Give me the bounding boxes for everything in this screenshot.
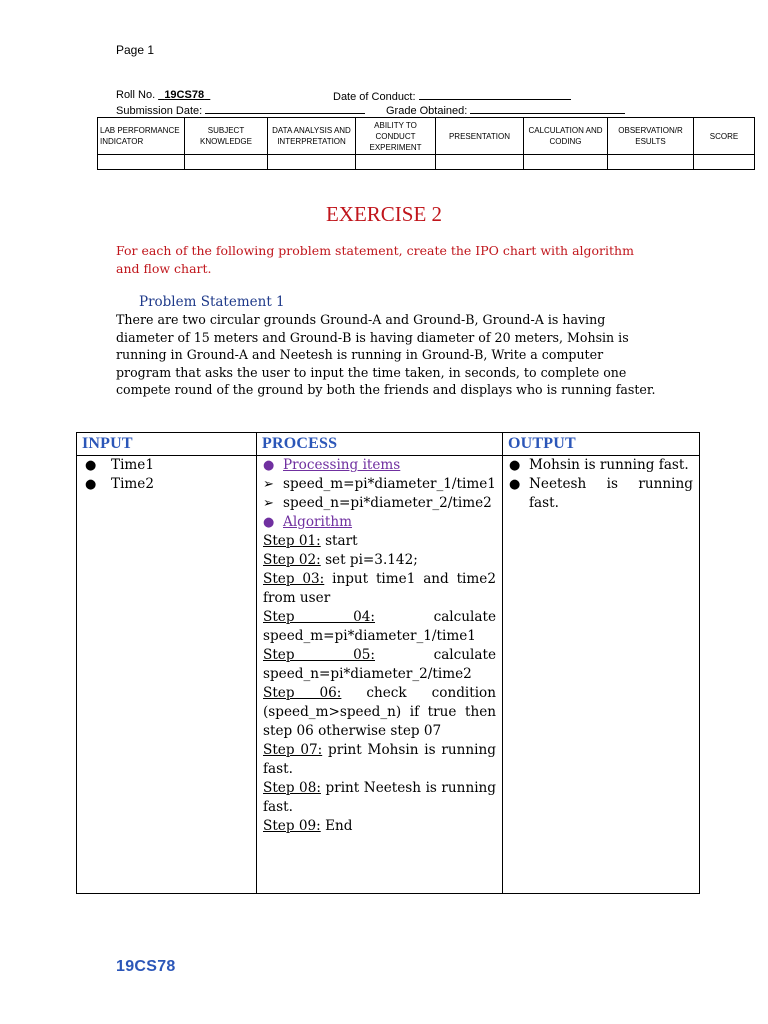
algorithm-step: Step 05: calculate speed_n=pi*diameter_2/time2 [263,647,496,682]
bullet-icon: ● [509,477,521,492]
rubric-header-cell: PRESENTATION [436,118,524,155]
algorithm-title-text: Algorithm [283,514,353,530]
input-item-text: Time2 [111,476,154,492]
algorithm-step: Step 09: End [263,818,353,834]
rubric-header-cell: OBSERVATION/R ESULTS [608,118,694,155]
ipo-output-cell [503,456,700,894]
rubric-header-cell: SCORE [694,118,755,155]
algorithm-title [263,513,496,532]
page-number: Page 1 [116,43,155,57]
submission-date-row [116,103,365,117]
output-list [509,456,693,513]
processing-title-text: Processing items [283,457,401,473]
rubric-score-cell [436,155,524,170]
ipo-process-cell [257,456,503,894]
arrowhead-icon: ➢ [263,477,274,492]
roll-value: _19CS78_ [158,89,211,101]
purple-bullet-icon: ● [263,515,275,530]
ipo-process-header: PROCESS [257,433,503,456]
rubric-score-cell [694,155,755,170]
footer-roll-number: 19CS78 [116,958,176,975]
purple-bullet-icon: ● [263,458,275,473]
grade-obtained-row [386,103,625,117]
problem-statement-body: There are two circular grounds Ground-A and Ground-B, Ground-A is having diameter of 15 meters and Ground-B is having diameter of 20 meters, Mohsin is running in Ground-A and Neetesh is running in Ground-B, Write a computer program that asks the user to input the time taken, in seconds, to complete one compete round of the ground by both the friends and displays who is running faster. [116,312,656,398]
exercise-title: EXERCISE 2 [325,202,443,226]
ipo-output-header: OUTPUT [503,433,700,456]
bullet-icon: ● [509,458,521,473]
processing-item-text: speed_n=pi*diameter_2/time2 [283,495,492,511]
submission-date-label: Submission Date: [116,105,203,117]
processing-item-text: speed_m=pi*diameter_1/time1 [283,476,496,492]
rubric-score-cell [524,155,608,170]
grade-obtained-label: Grade Obtained: [386,105,468,117]
rubric-score-cell [268,155,356,170]
algorithm-step: Step 03: input time1 and time2 from user [263,571,496,606]
grade-obtained-blank [470,103,625,114]
list-item [85,475,250,494]
ipo-input-cell [77,456,257,894]
list-item [263,494,496,513]
rubric-header-cell: ABILITY TO CONDUCT EXPERIMENT [356,118,436,155]
rubric-table [97,117,755,170]
date-of-conduct-row [333,89,571,103]
instruction-text: For each of the following problem statement, create the IPO chart with algorithm and flow chart. [116,243,634,276]
algorithm-step: Step 02: set pi=3.142; [263,552,418,568]
rubric-score-cell [185,155,268,170]
algorithm-step: Step 04: calculate speed_m=pi*diameter_1/time1 [263,609,496,644]
submission-date-blank [205,103,365,114]
rubric-header-cell: SUBJECT KNOWLEDGE [185,118,268,155]
list-item [263,475,496,494]
list-item [509,456,693,475]
output-item-text: Neetesh is running fast. [529,476,693,511]
bullet-icon: ● [85,458,97,473]
algorithm-step: Step 01: start [263,533,358,549]
algorithm-step: Step 08: print Neetesh is running fast. [263,780,496,815]
algorithm-step: Step 06: check condition (speed_m>speed_n) if true then step 06 otherwise step 07 [263,685,496,739]
bullet-icon: ● [85,477,97,492]
date-of-conduct-label: Date of Conduct: [333,91,416,103]
processing-items-title [263,456,496,475]
rubric-header-cell: CALCULATION AND CODING [524,118,608,155]
rubric-score-cell [98,155,185,170]
rubric-header-cell: LAB PERFORMANCE INDICATOR [98,118,185,155]
algorithm-step: Step 07: print Mohsin is running fast. [263,742,496,777]
list-item [85,456,250,475]
rubric-score-cell [608,155,694,170]
date-of-conduct-blank [419,89,571,100]
output-item-text: Mohsin is running fast. [529,457,689,473]
ipo-chart-table [76,432,700,894]
input-list [83,456,250,494]
roll-label: Roll No. [116,89,159,101]
ipo-input-header: INPUT [77,433,257,456]
arrowhead-icon: ➢ [263,496,274,511]
rubric-score-cell [356,155,436,170]
input-item-text: Time1 [111,457,154,473]
rubric-header-cell: DATA ANALYSIS AND INTERPRETATION [268,118,356,155]
list-item [509,475,693,513]
roll-number-row [116,89,210,101]
problem-statement-heading: Problem Statement 1 [139,294,285,310]
